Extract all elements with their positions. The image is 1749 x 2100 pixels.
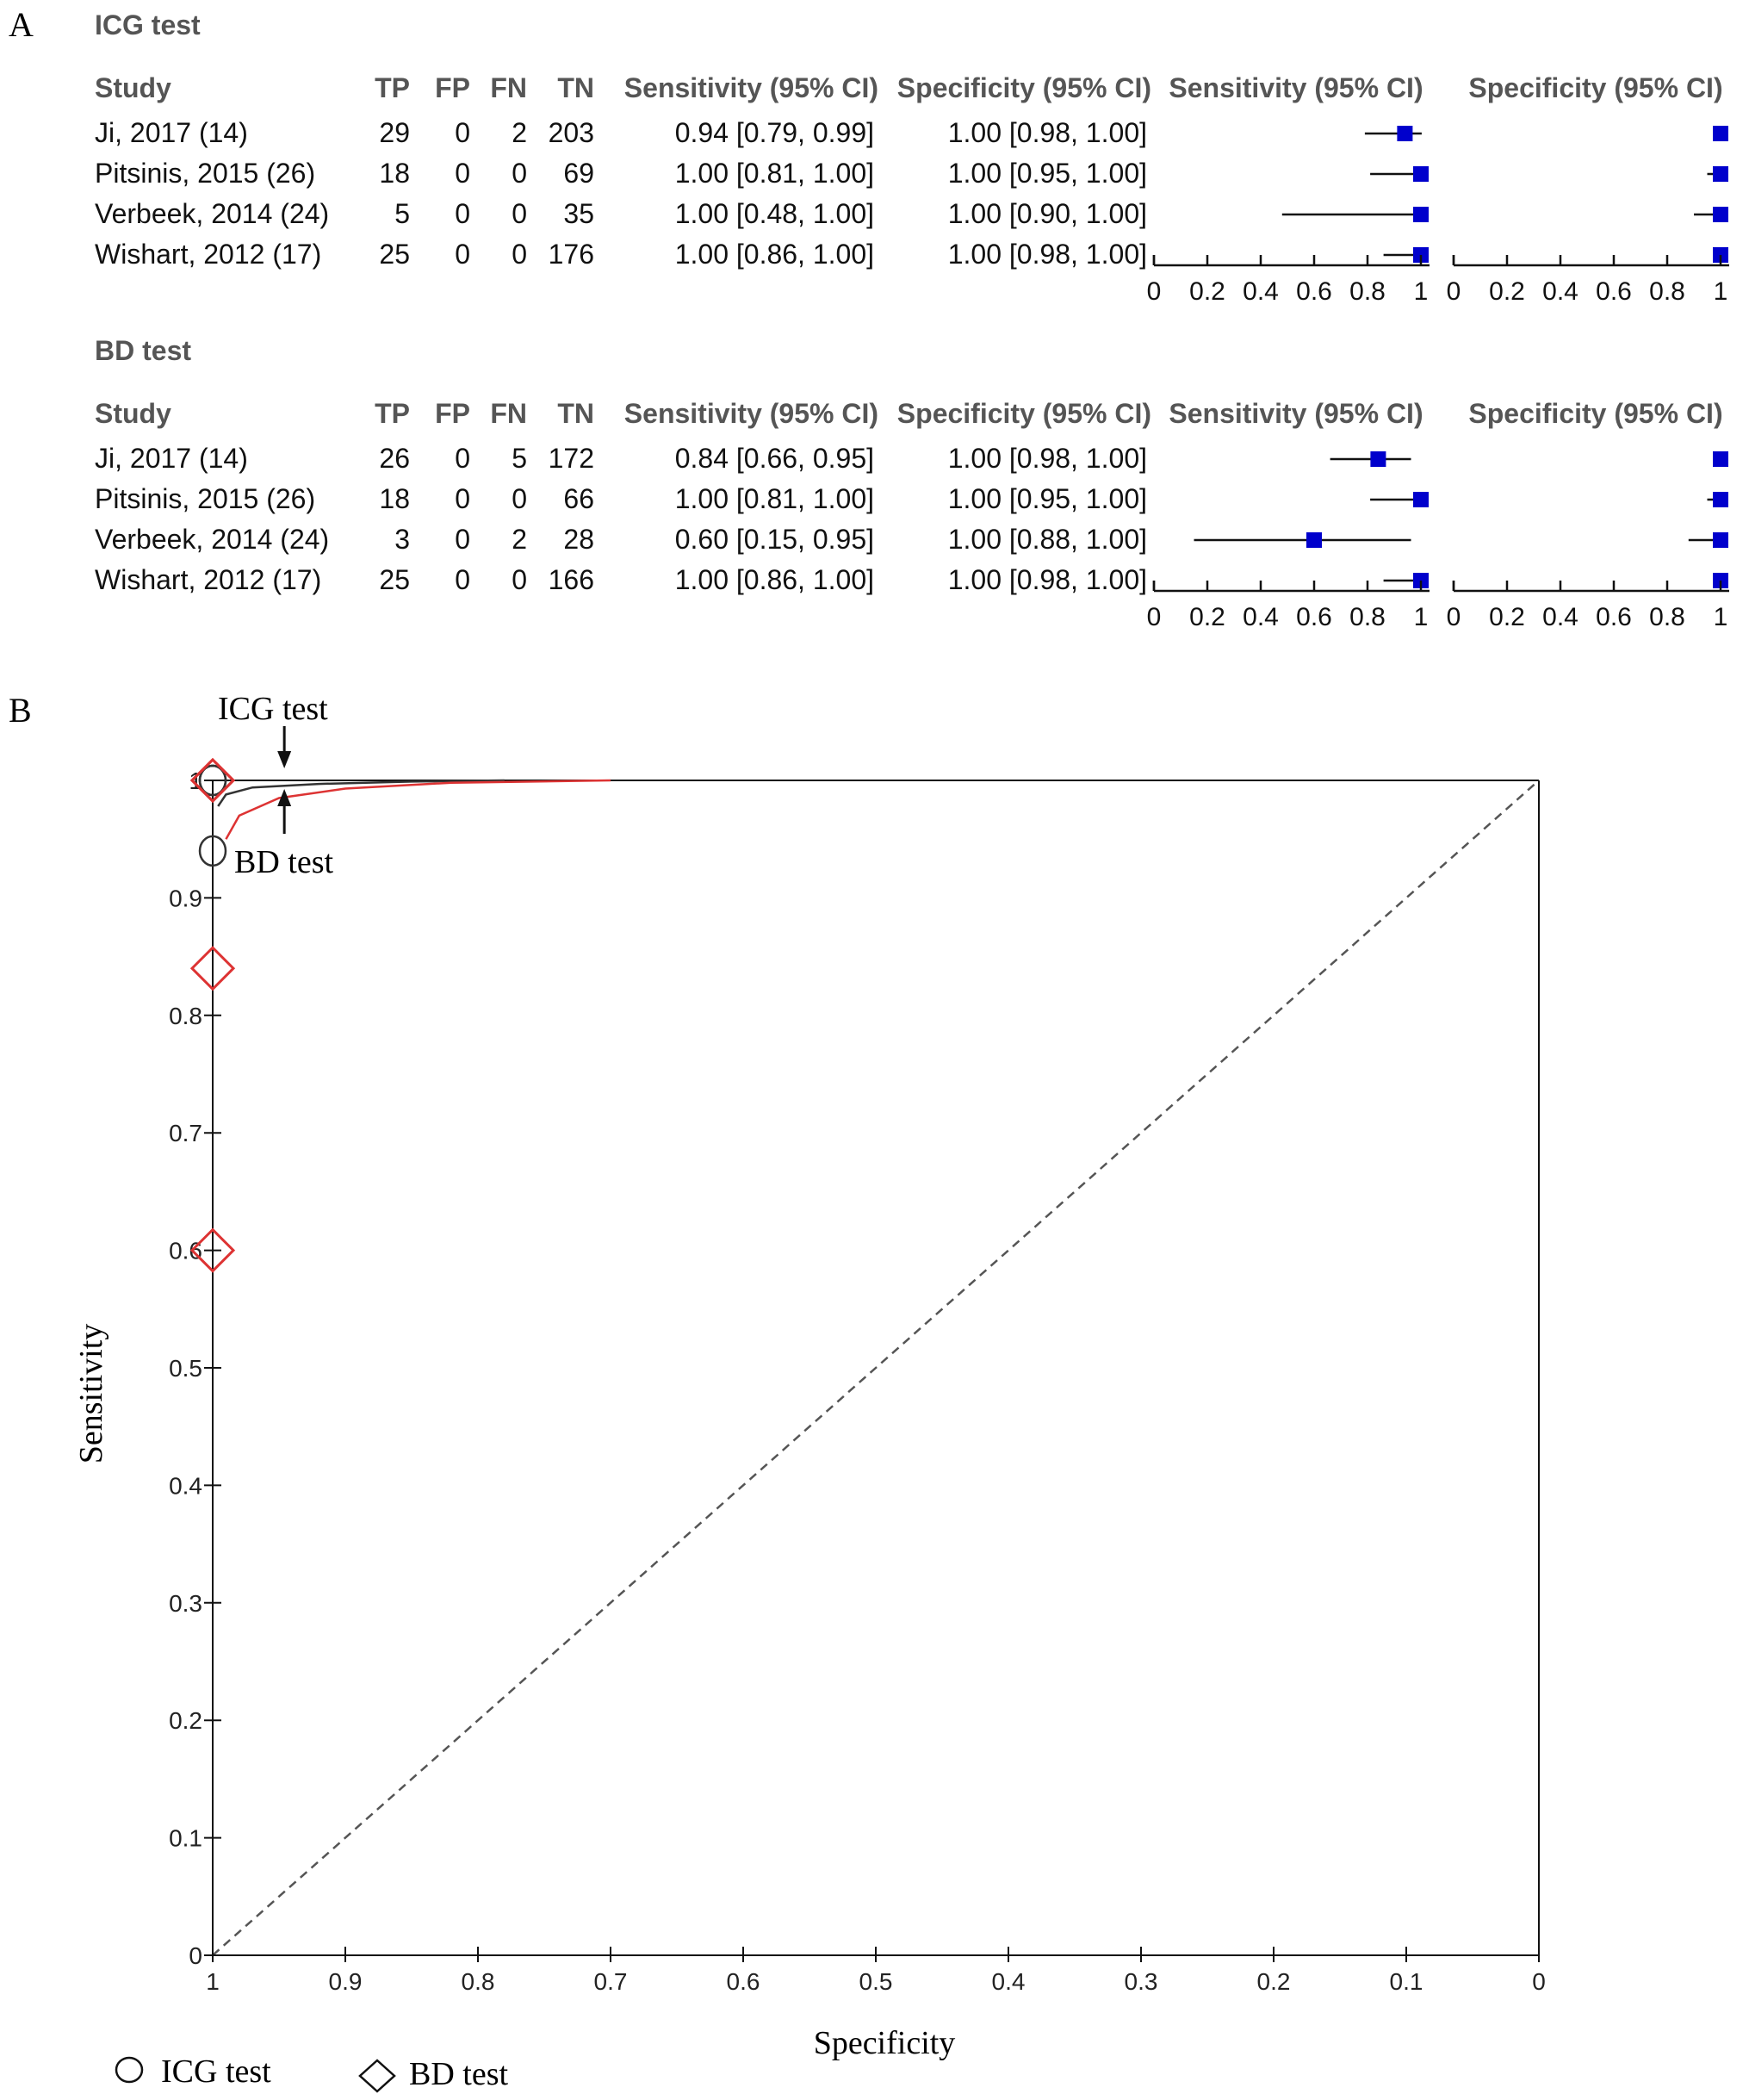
table-cell: 0 xyxy=(512,158,527,189)
forest-group-title: BD test xyxy=(95,335,192,366)
forest-tick-label: 0 xyxy=(1446,277,1461,306)
table-cell: 172 xyxy=(548,443,594,474)
table-cell: 1.00 [0.48, 1.00] xyxy=(674,198,874,229)
table-cell: 1.00 [0.98, 1.00] xyxy=(947,117,1147,148)
plot-header: Specificity (95% CI) xyxy=(1468,398,1723,429)
table-row xyxy=(95,198,1728,229)
table-cell: 0 xyxy=(455,198,470,229)
legend-diamond-icon xyxy=(360,2060,394,2091)
table-cell: 0 xyxy=(455,158,470,189)
x-tick-label: 0.7 xyxy=(593,1968,628,1995)
x-tick-label: 0.9 xyxy=(328,1968,363,1995)
forest-tick-label: 1 xyxy=(1413,277,1429,306)
chance-diagonal-line xyxy=(213,780,1539,1955)
forest-tick-label: 0.6 xyxy=(1596,277,1632,306)
column-header: Study xyxy=(95,72,171,103)
plot-header: Sensitivity (95% CI) xyxy=(1169,72,1423,103)
table-cell: 1.00 [0.81, 1.00] xyxy=(674,158,874,189)
forest-tick-label: 0.6 xyxy=(1596,603,1632,631)
table-cell: 35 xyxy=(563,198,594,229)
forest-tick-label: 0 xyxy=(1146,603,1162,631)
table-cell: 28 xyxy=(563,524,594,555)
column-header: Sensitivity (95% CI) xyxy=(623,398,878,429)
table-cell: 5 xyxy=(394,198,410,229)
table-cell: 1.00 [0.81, 1.00] xyxy=(674,483,874,514)
forest-tick-label: 0.6 xyxy=(1296,603,1332,631)
table-cell: 29 xyxy=(379,117,410,148)
table-cell: 18 xyxy=(379,483,410,514)
table-cell: 2 xyxy=(512,117,527,148)
point-estimate-marker xyxy=(1370,451,1386,467)
table-cell: 0 xyxy=(455,443,470,474)
arrow-head xyxy=(277,751,291,768)
x-axis-label: Specificity xyxy=(813,2025,956,2061)
forest-tick-label: 1 xyxy=(1713,603,1728,631)
y-tick-label: 0.3 xyxy=(169,1589,202,1617)
point-estimate-marker xyxy=(1413,492,1429,507)
table-cell: 66 xyxy=(563,483,594,514)
plot-header: Sensitivity (95% CI) xyxy=(1169,398,1423,429)
table-cell: 1.00 [0.98, 1.00] xyxy=(947,239,1147,270)
forest-group xyxy=(95,9,1729,306)
table-cell: Ji, 2017 (14) xyxy=(95,443,248,474)
sroc-plot-panel xyxy=(73,691,1546,2092)
table-cell: Wishart, 2012 (17) xyxy=(95,239,322,270)
y-tick-label: 0.7 xyxy=(169,1120,202,1147)
point-estimate-marker xyxy=(1713,207,1728,222)
y-tick-label: 0 xyxy=(189,1942,202,1969)
point-estimate-marker xyxy=(1713,492,1728,507)
table-cell: 5 xyxy=(512,443,527,474)
column-header: TN xyxy=(557,398,594,429)
table-cell: 1.00 [0.98, 1.00] xyxy=(947,443,1147,474)
legend-circle-icon xyxy=(116,2058,142,2082)
table-cell: 0 xyxy=(512,483,527,514)
column-header: FP xyxy=(435,72,470,103)
forest-tick-label: 0 xyxy=(1446,603,1461,631)
forest-tick-label: 0.8 xyxy=(1649,603,1685,631)
legend-label: BD test xyxy=(409,2056,509,2092)
forest-tick-label: 0.8 xyxy=(1649,277,1685,306)
column-header: TN xyxy=(557,72,594,103)
y-tick-label: 0.1 xyxy=(169,1824,202,1852)
table-cell: 2 xyxy=(512,524,527,555)
table-cell: 1.00 [0.90, 1.00] xyxy=(947,198,1147,229)
point-estimate-marker xyxy=(1413,207,1429,222)
x-tick-label: 1 xyxy=(206,1968,220,1995)
column-header: TP xyxy=(375,398,410,429)
legend-label: ICG test xyxy=(161,2053,271,2090)
column-header: Specificity (95% CI) xyxy=(896,398,1151,429)
table-cell: 0 xyxy=(455,483,470,514)
table-row xyxy=(95,483,1728,514)
point-estimate-marker xyxy=(1713,532,1728,548)
table-cell: 0 xyxy=(455,239,470,270)
column-header: FP xyxy=(435,398,470,429)
point-estimate-marker xyxy=(1306,532,1322,548)
table-row xyxy=(95,443,1728,474)
table-cell: 69 xyxy=(563,158,594,189)
forest-tick-label: 0.8 xyxy=(1349,277,1386,306)
column-header: Sensitivity (95% CI) xyxy=(623,72,878,103)
panel-label-b: B xyxy=(9,691,32,730)
y-tick-label: 0.2 xyxy=(169,1707,202,1735)
table-cell: 0 xyxy=(455,117,470,148)
point-estimate-marker xyxy=(1397,126,1412,141)
forest-group-title: ICG test xyxy=(95,9,201,40)
table-cell: 18 xyxy=(379,158,410,189)
table-row xyxy=(95,524,1728,555)
table-cell: 26 xyxy=(379,443,410,474)
table-cell: 0 xyxy=(455,564,470,595)
x-tick-label: 0.1 xyxy=(1389,1968,1423,1995)
y-tick-label: 0.6 xyxy=(169,1237,202,1264)
table-cell: Ji, 2017 (14) xyxy=(95,117,248,148)
x-tick-label: 0.8 xyxy=(461,1968,495,1995)
x-tick-label: 0.5 xyxy=(859,1968,893,1995)
forest-tick-label: 0.6 xyxy=(1296,277,1332,306)
annotation-label: ICG test xyxy=(218,691,328,727)
point-estimate-marker xyxy=(1713,126,1728,141)
table-cell: 0 xyxy=(512,564,527,595)
y-tick-label: 0.9 xyxy=(169,885,202,912)
column-header: TP xyxy=(375,72,410,103)
table-cell: Pitsinis, 2015 (26) xyxy=(95,158,316,189)
panel-label-a: A xyxy=(9,5,34,44)
forest-tick-label: 1 xyxy=(1413,603,1429,631)
table-cell: Verbeek, 2014 (24) xyxy=(95,524,330,555)
point-estimate-marker xyxy=(1713,451,1728,467)
table-cell: 25 xyxy=(379,564,410,595)
table-cell: 0.60 [0.15, 0.95] xyxy=(674,524,874,555)
forest-tick-label: 0.2 xyxy=(1189,603,1225,631)
table-cell: Wishart, 2012 (17) xyxy=(95,564,322,595)
table-cell: 1.00 [0.88, 1.00] xyxy=(947,524,1147,555)
table-cell: 0 xyxy=(455,524,470,555)
table-row xyxy=(95,117,1728,148)
forest-plot-panel xyxy=(95,9,1729,631)
forest-tick-label: 0.2 xyxy=(1189,277,1225,306)
column-header: FN xyxy=(490,72,527,103)
table-cell: 1.00 [0.95, 1.00] xyxy=(947,158,1147,189)
sroc-curve xyxy=(218,780,505,806)
table-cell: 0 xyxy=(512,198,527,229)
x-tick-label: 0.3 xyxy=(1124,1968,1158,1995)
annotation-label: BD test xyxy=(234,844,334,880)
point-estimate-marker xyxy=(1713,166,1728,182)
y-tick-label: 0.5 xyxy=(169,1355,202,1382)
table-cell: 0 xyxy=(512,239,527,270)
column-header: Study xyxy=(95,398,171,429)
x-tick-label: 0 xyxy=(1532,1968,1546,1995)
forest-tick-label: 0.2 xyxy=(1489,277,1525,306)
forest-tick-label: 1 xyxy=(1713,277,1728,306)
table-cell: 1.00 [0.86, 1.00] xyxy=(674,564,874,595)
table-cell: Verbeek, 2014 (24) xyxy=(95,198,330,229)
y-tick-label: 0.4 xyxy=(169,1472,202,1500)
forest-tick-label: 0.4 xyxy=(1243,277,1279,306)
plot-header: Specificity (95% CI) xyxy=(1468,72,1723,103)
column-header: FN xyxy=(490,398,527,429)
table-cell: 1.00 [0.86, 1.00] xyxy=(674,239,874,270)
table-row xyxy=(95,158,1728,189)
forest-tick-label: 0.4 xyxy=(1243,603,1279,631)
table-cell: 25 xyxy=(379,239,410,270)
table-cell: 0.94 [0.79, 0.99] xyxy=(674,117,874,148)
point-estimate-marker xyxy=(1413,166,1429,182)
x-tick-label: 0.4 xyxy=(991,1968,1026,1995)
y-axis-label: Sensitivity xyxy=(73,1323,109,1464)
table-cell: 166 xyxy=(548,564,594,595)
forest-tick-label: 0 xyxy=(1146,277,1162,306)
x-tick-label: 0.6 xyxy=(726,1968,760,1995)
table-cell: 0.84 [0.66, 0.95] xyxy=(674,443,874,474)
y-tick-label: 0.8 xyxy=(169,1002,202,1029)
forest-tick-label: 0.8 xyxy=(1349,603,1386,631)
table-cell: 203 xyxy=(548,117,594,148)
legend xyxy=(116,2053,509,2092)
table-cell: Pitsinis, 2015 (26) xyxy=(95,483,316,514)
table-cell: 1.00 [0.95, 1.00] xyxy=(947,483,1147,514)
y-tick-label: 1 xyxy=(189,767,202,794)
table-cell: 176 xyxy=(548,239,594,270)
forest-group xyxy=(95,335,1729,631)
forest-tick-label: 0.4 xyxy=(1542,603,1578,631)
table-cell: 3 xyxy=(394,524,410,555)
column-header: Specificity (95% CI) xyxy=(896,72,1151,103)
forest-tick-label: 0.2 xyxy=(1489,603,1525,631)
forest-tick-label: 0.4 xyxy=(1542,277,1578,306)
table-cell: 1.00 [0.98, 1.00] xyxy=(947,564,1147,595)
x-tick-label: 0.2 xyxy=(1256,1968,1291,1995)
